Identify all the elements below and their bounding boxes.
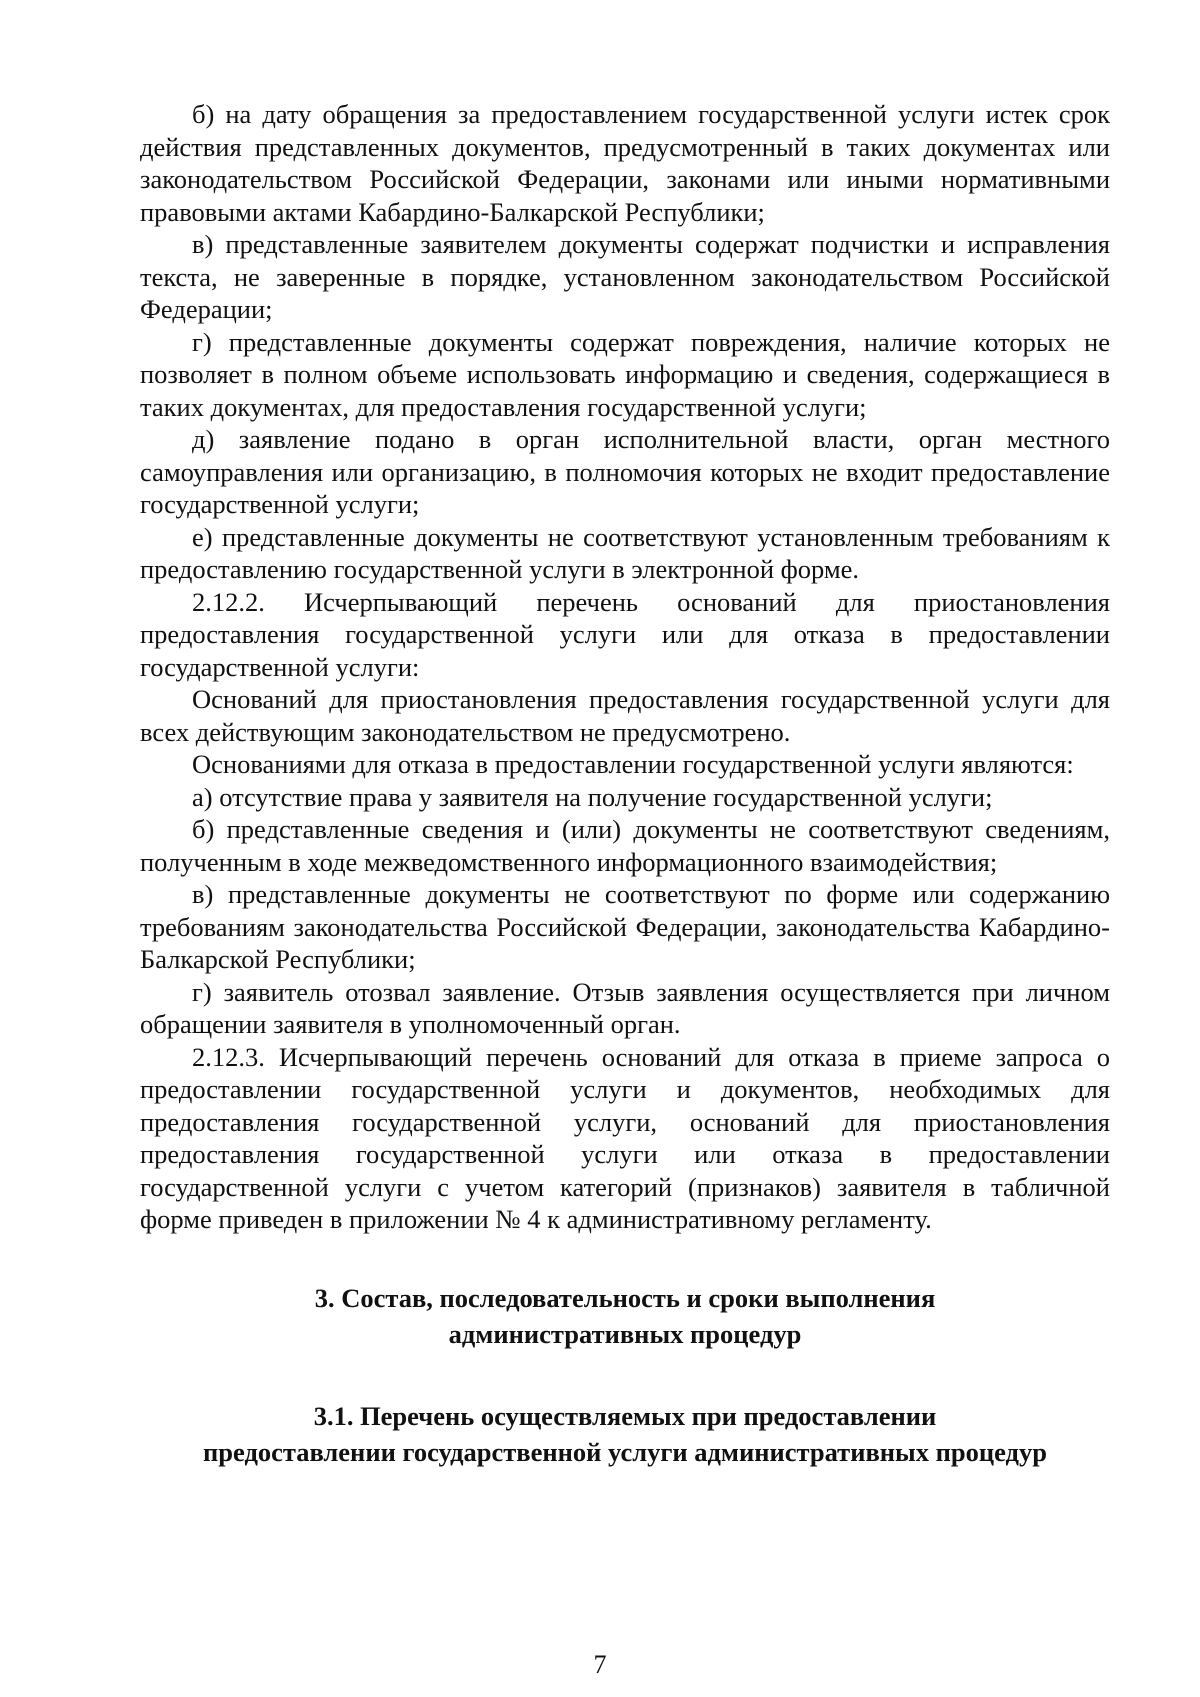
paragraph-v-form: в) представленные документы не соответствуют по форме или содержанию требованиям законодательства Российской Федерации, законодательства Кабардино-Балкарской Республики;	[140, 879, 1110, 974]
paragraph-d-wrong-authority: д) заявление подано в орган исполнительной власти, орган местного самоуправления или организацию, в полномочия которых не входит предоставление государственной услуги;	[140, 424, 1110, 519]
document-page	[140, 98, 1110, 1470]
paragraph-2-12-2: 2.12.2. Исчерпывающий перечень оснований для приостановления предоставления государственной услуги или для отказа в предоставлении государственной услуги:	[140, 586, 1110, 682]
section-3-heading	[140, 1280, 1110, 1352]
paragraph-b-mismatch: б) представленные сведения и (или) документы не соответствуют сведениям, полученным в ходе межведомственного информационного взаимодействия;	[140, 814, 1110, 877]
paragraph-refusal-grounds: Основаниями для отказа в предоставлении государственной услуги являются:	[192, 749, 1074, 779]
paragraph-e-electronic-form: е) представленные документы не соответствуют установленным требованиям к предоставлению государственной услуги в электронной форме.	[140, 521, 1110, 584]
section-3-1-heading-line1: 3.1. Перечень осуществляемых при предоставлении	[313, 1400, 937, 1431]
paragraph-2-12-3: 2.12.3. Исчерпывающий перечень оснований для отказа в приеме запроса о предоставлении государственной услуги и документов, необходимых для предоставления государственной услуги, оснований для приостановления предоставления государственной услуги или отказа в предоставлении государственной услуги с учетом категорий (признаков) заявителя в табличной форме приведен в приложении № 4 к административному регламенту.	[140, 1041, 1110, 1234]
paragraph-no-suspension: Оснований для приостановления предоставления государственной услуги для всех действующим законодательством не предусмотрено.	[140, 684, 1110, 747]
section-3-1-heading-line2: предоставлении государственной услуги административных процедур	[203, 1436, 1047, 1467]
paragraph-a-no-right: а) отсутствие права у заявителя на получение государственной услуги;	[192, 781, 993, 812]
section-3-heading-line2: административных процедур	[448, 1318, 802, 1349]
section-3-heading-line1: 3. Состав, последовательность и сроки выполнения	[314, 1282, 936, 1313]
section-3-1-heading	[140, 1398, 1110, 1470]
paragraph-g-withdrawn: г) заявитель отозвал заявление. Отзыв заявления осуществляется при личном обращении заявителя в уполномоченный орган.	[140, 976, 1110, 1039]
paragraph-g-damage: г) представленные документы содержат повреждения, наличие которых не позволяет в полном объеме использовать информацию и сведения, содержащиеся в таких документах, для предоставления государственной услуги;	[140, 326, 1110, 422]
page-number: 7	[593, 1650, 607, 1679]
paragraph-v-corrections: в) представленные заявителем документы содержат подчистки и исправления текста, не заверенные в порядке, установленном законодательством Российской Федерации;	[140, 229, 1110, 324]
paragraph-b-expired: б) на дату обращения за предоставлением государственной услуги истек срок действия представленных документов, предусмотренный в таких документах или законодательством Российской Федерации, законами или иными нормативными правовыми актами Кабардино-Балкарской Республики;	[140, 99, 1110, 227]
